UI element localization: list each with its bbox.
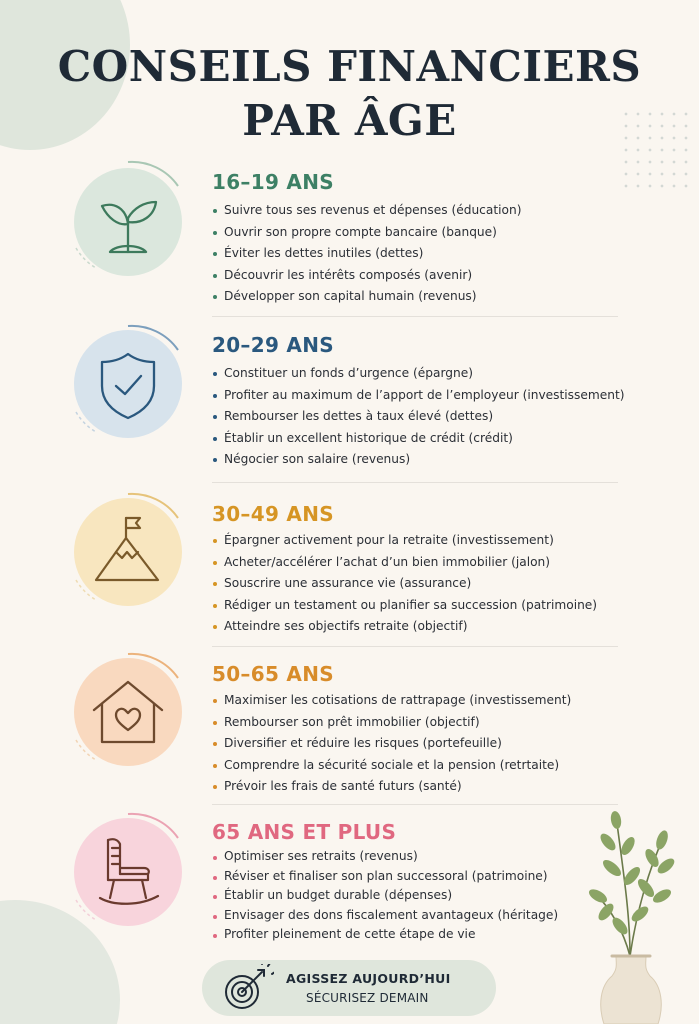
icon-circle <box>74 658 182 766</box>
page-title <box>0 40 699 148</box>
list-item: Profiter pleinement de cette étape de vie <box>212 925 558 945</box>
list-item: Découvrir les intérêts composés (avenir) <box>212 265 521 287</box>
call-to-action-banner <box>202 960 496 1016</box>
list-item: Optimiser ses retraits (revenus) <box>212 847 558 867</box>
section-title: 65 ANS ET PLUS <box>212 820 397 844</box>
list-item: Acheter/accélérer l’achat d’un bien immobilier (jalon) <box>212 552 597 574</box>
list-item: Suivre tous ses revenus et dépenses (éducation) <box>212 200 521 222</box>
list-item: Éviter les dettes inutiles (dettes) <box>212 243 521 265</box>
house-heart-icon <box>74 658 182 766</box>
section-title: 50–65 ANS <box>212 662 334 686</box>
list-item: Rédiger un testament ou planifier sa succession (patrimoine) <box>212 595 597 617</box>
list-item: Atteindre ses objectifs retraite (objectif) <box>212 616 597 638</box>
tips-list <box>212 200 521 308</box>
list-item: Profiter au maximum de l’apport de l’employeur (investissement) <box>212 385 625 407</box>
list-item: Ouvrir son propre compte bancaire (banque) <box>212 222 521 244</box>
divider <box>212 482 618 483</box>
tips-list <box>212 690 571 798</box>
mountain-flag-icon <box>74 498 182 606</box>
shield-check-icon <box>74 330 182 438</box>
list-item: Négocier son salaire (revenus) <box>212 449 625 471</box>
section-title: 30–49 ANS <box>212 502 334 526</box>
section-title: 20–29 ANS <box>212 333 334 357</box>
plant-vase-icon <box>572 806 696 1024</box>
tips-list <box>212 363 625 471</box>
list-item: Constituer un fonds d’urgence (épargne) <box>212 363 625 385</box>
list-item: Établir un excellent historique de crédit (crédit) <box>212 428 625 450</box>
section-title: 16–19 ANS <box>212 170 334 194</box>
icon-circle <box>74 818 182 926</box>
list-item: Envisager des dons fiscalement avantageux (héritage) <box>212 906 558 926</box>
list-item: Prévoir les frais de santé futurs (santé) <box>212 776 571 798</box>
title-line-2: PAR ÂGE <box>242 96 457 145</box>
list-item: Réviser et finaliser son plan successoral (patrimoine) <box>212 867 558 887</box>
list-item: Rembourser les dettes à taux élevé (dettes) <box>212 406 625 428</box>
divider <box>212 316 618 317</box>
list-item: Souscrire une assurance vie (assurance) <box>212 573 597 595</box>
list-item: Diversifier et réduire les risques (portefeuille) <box>212 733 571 755</box>
tips-list <box>212 847 558 945</box>
list-item: Maximiser les cotisations de rattrapage (investissement) <box>212 690 571 712</box>
list-item: Rembourser son prêt immobilier (objectif) <box>212 712 571 734</box>
list-item: Épargner activement pour la retraite (investissement) <box>212 530 597 552</box>
list-item: Établir un budget durable (dépenses) <box>212 886 558 906</box>
rocking-chair-icon <box>74 818 182 926</box>
tips-list <box>212 530 597 638</box>
icon-circle <box>74 330 182 438</box>
target-icon <box>218 964 274 1014</box>
divider <box>212 646 618 647</box>
cta-subtitle: SÉCURISEZ DEMAIN <box>306 991 429 1005</box>
divider <box>212 804 618 805</box>
title-line-1: CONSEILS FINANCIERS <box>57 42 642 91</box>
icon-circle <box>74 168 182 276</box>
cta-title: AGISSEZ AUJOURD’HUI <box>286 971 451 986</box>
list-item: Comprendre la sécurité sociale et la pension (retrtaite) <box>212 755 571 777</box>
sprout-icon <box>74 168 182 276</box>
list-item: Développer son capital humain (revenus) <box>212 286 521 308</box>
icon-circle <box>74 498 182 606</box>
